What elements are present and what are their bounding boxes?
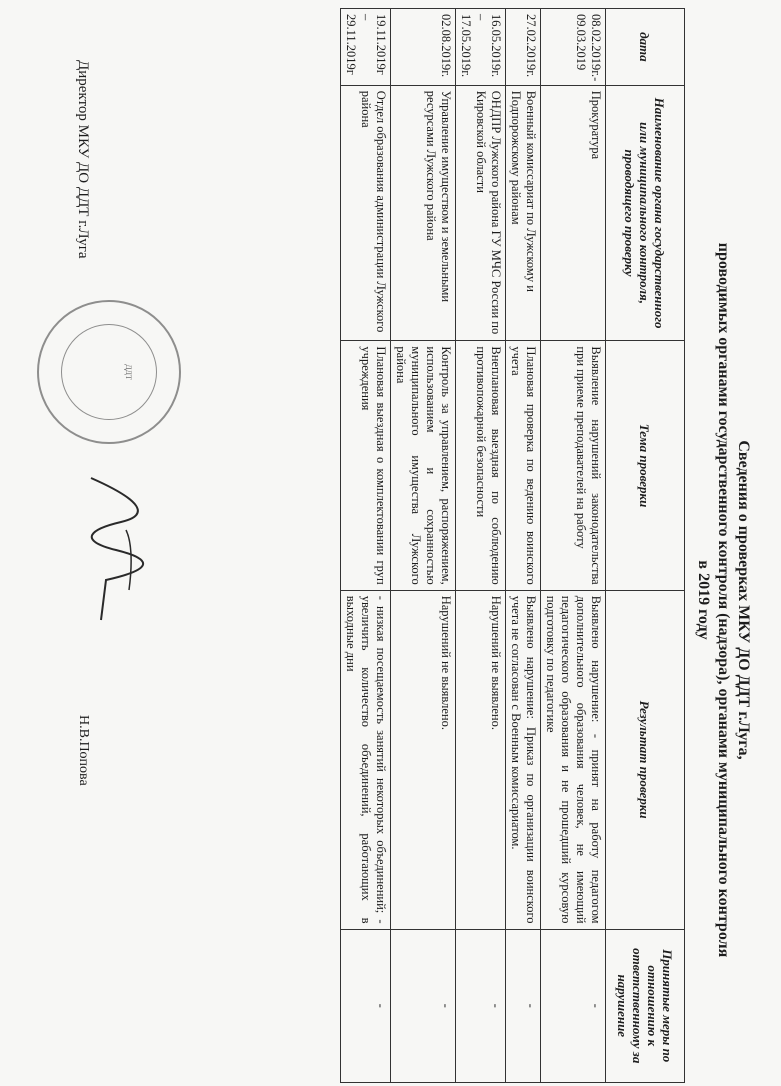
cell-date: 27.02.2019г. [506,9,541,86]
table-header-row [606,9,685,1083]
cell-result: Нарушений не выявлено. [456,590,506,929]
signature-mark [71,470,161,630]
column-header-org: Наименование органа государственного или муниципального контроля, проводящего проверку [606,85,685,341]
table-row [456,9,506,1083]
cell-date: 16.05.2019г. – 17.05.2019г. [456,9,506,86]
inspections-table [340,8,685,1083]
column-header-result: Результат проверки [606,590,685,929]
table-row [341,9,391,1083]
cell-topic: Плановая проверка по ведению воинского учета [506,341,541,590]
document-title [693,120,753,1080]
title-line-2: проводимых органами государственного контроля (надзора), органами муниципального контроля [715,242,732,958]
cell-result: Нарушений не выявлено. [391,590,456,929]
director-title: Директор МКУ ДО ДДТ г.Луга [75,60,91,259]
cell-date: 02.08.2019г. [391,9,456,86]
cell-topic: Выявление нарушений законодательства при приеме преподавателей на работу [541,341,606,590]
title-line-3: в 2019 году [695,560,712,640]
cell-result: - низкая посещаемость занятий некоторых объединений; - увеличить количество объединений, работающих в выходные дни [341,590,391,929]
seal-text: ДДТ [124,364,133,380]
column-header-topic: Тема проверки [606,341,685,590]
cell-topic: Внеплановая выездная по соблюдению противопожарной безопасности [456,341,506,590]
column-header-measures: Принятые меры по отношению к ответственному за нарушение [606,929,685,1082]
cell-result: Выявлено нарушение: Приказ по организации воинского учета не согласован с Военным комиссариатом. [506,590,541,929]
cell-measures: - [341,929,391,1082]
column-header-date: дата [606,9,685,86]
cell-measures: - [506,929,541,1082]
cell-org: Военный комиссариат по Лужскому и Подпорожскому районам [506,85,541,341]
cell-measures: - [541,929,606,1082]
cell-org: Прокуратура [541,85,606,341]
signer-name: Н.В.Попова [76,715,91,786]
cell-result: Выявлено нарушение: - принят на работу педагогом дополнительного образования человек, не имеющий педагогического образования и не прошедший курсовую подготовку по педагогике [541,590,606,929]
table-row [391,9,456,1083]
table-row [541,9,606,1083]
cell-topic: Плановая выездная о комплектовании груп учреждения [341,341,391,590]
cell-date: 08.02.2019г.- 09.03.2019 [541,9,606,86]
organization-seal [37,300,181,444]
cell-org: Отдел образования администрации Лужского района [341,85,391,341]
cell-org: Управление имуществом и земельными ресурсами Лужского района [391,85,456,341]
cell-date: 19.11.2019г – 29.11.2019г [341,9,391,86]
cell-measures: - [456,929,506,1082]
table-row [506,9,541,1083]
cell-org: ОНДПР Лужского района ГУ МЧС России по Кировской области [456,85,506,341]
seal-inner-ring [61,324,157,420]
cell-measures: - [391,929,456,1082]
title-line-1: Сведения о проверках МКУ ДО ДДТ г.Луга, [735,440,752,760]
cell-topic: Контроль за управлением, распоряжением, использованием и сохранностью муниципального имущества Лужского района [391,341,456,590]
